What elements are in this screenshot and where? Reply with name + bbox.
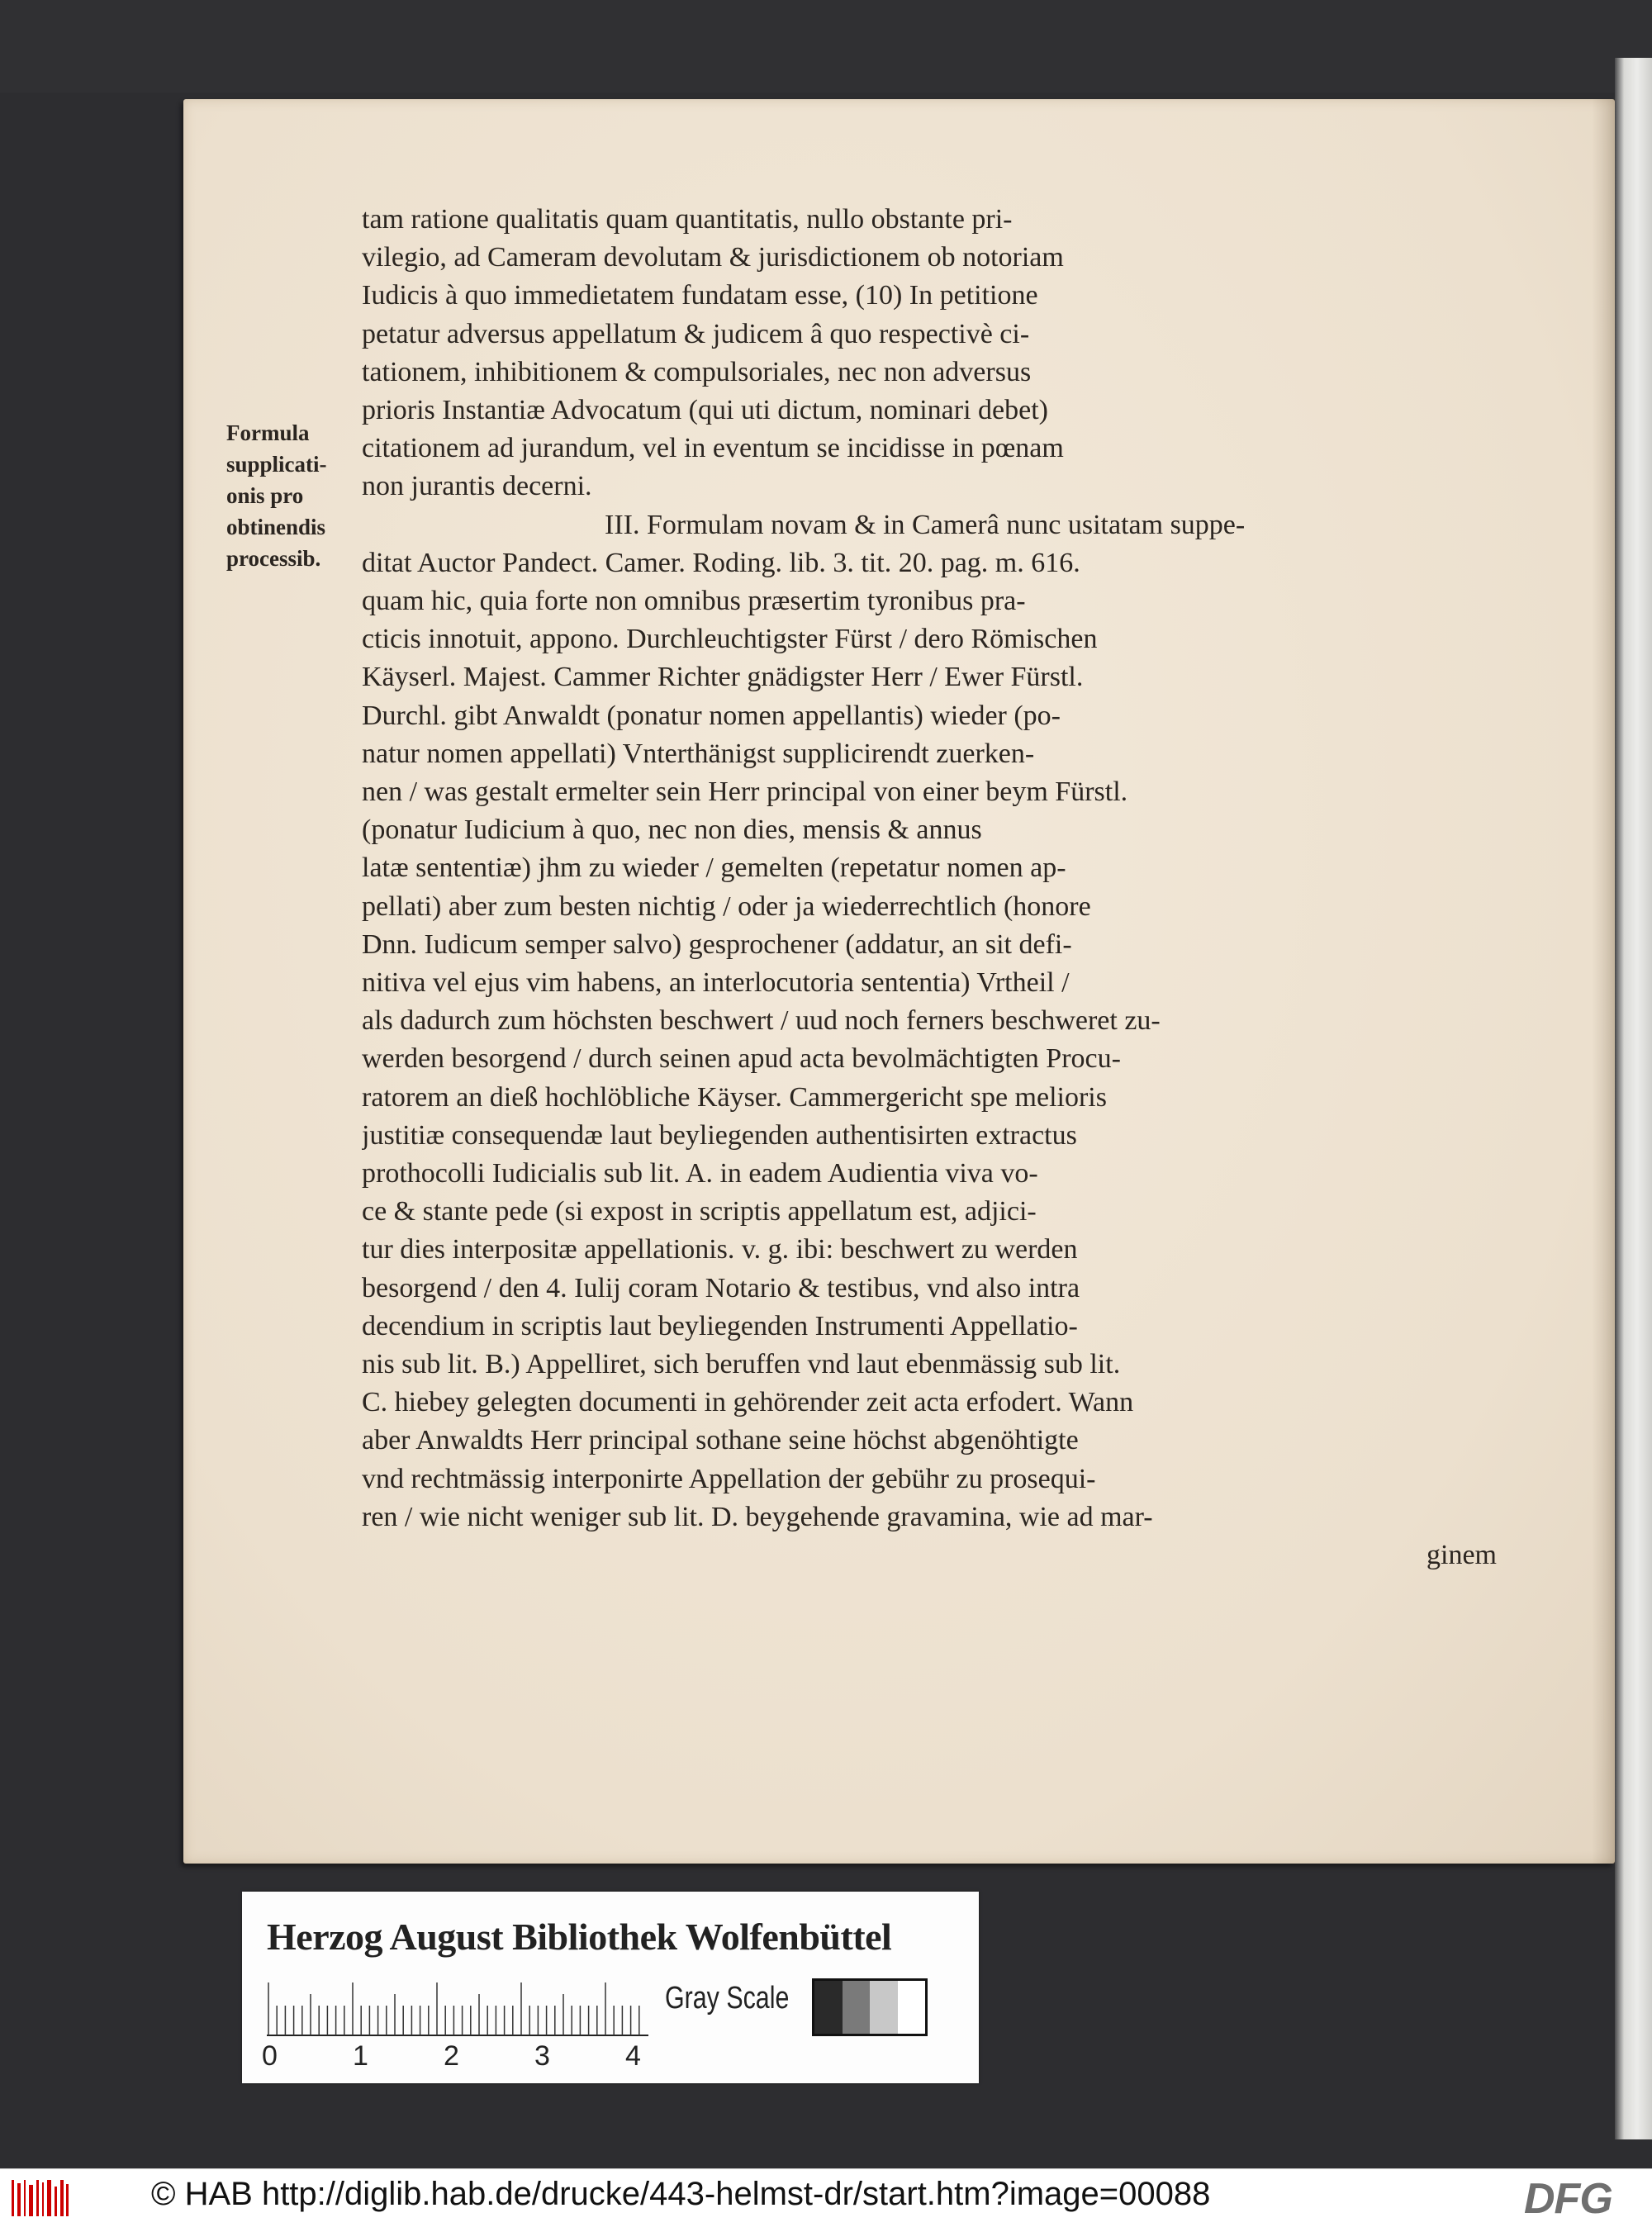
library-color-card xyxy=(242,1892,979,2083)
margin-note-line: Formula xyxy=(226,420,310,445)
ruler-number: 2 xyxy=(444,2040,459,2072)
gray-scale-label: Gray Scale xyxy=(665,1981,790,2016)
margin-note-line: processib. xyxy=(226,546,321,571)
margin-note-line: supplicati- xyxy=(226,452,327,477)
text-line: quam hic, quia forte non omnibus præsertim tyronibus pra- xyxy=(362,586,1026,616)
text-line: cticis innotuit, appono. Durchleuchtigster Fürst / dero Römischen xyxy=(362,624,1098,655)
margin-note xyxy=(226,417,358,574)
backdrop-board xyxy=(0,0,1652,93)
text-line: tationem, inhibitionem & compulsoriales, nec non adversus xyxy=(362,356,1032,387)
ruler-number: 4 xyxy=(625,2040,641,2072)
barcode-icon xyxy=(12,2180,69,2216)
text-line: nitiva vel ejus vim habens, an interlocutoria sententia) Vrtheil / xyxy=(362,967,1070,998)
text-line: non jurantis decerni. xyxy=(362,471,592,502)
text-line: ce & stante pede (si expost in scriptis appellatum est, adjici- xyxy=(362,1196,1037,1227)
text-line: tur dies interpositæ appellationis. v. g. ibi: beschwert zu werden xyxy=(362,1234,1078,1265)
text-line: Käyserl. Majest. Cammer Richter gnädigster Herr / Ewer Fürstl. xyxy=(362,662,1084,693)
gray-swatch xyxy=(843,1981,871,2034)
text-line: (ponatur Iudicium à quo, nec non dies, mensis & annus xyxy=(362,814,982,846)
text-line: pellati) aber zum besten nichtig / oder ja wiederrechtlich (honore xyxy=(362,890,1091,922)
text-line: ren / wie nicht weniger sub lit. D. beygehende gravamina, wie ad mar- xyxy=(362,1501,1153,1532)
ruler-number: 3 xyxy=(534,2040,550,2072)
margin-note-line: obtinendis xyxy=(226,515,326,539)
text-line: decendium in scriptis laut beyliegenden Instrumenti Appellatio- xyxy=(362,1310,1078,1341)
text-line: als dadurch zum höchsten beschwert / uud noch ferners beschweret zu- xyxy=(362,1005,1161,1037)
text-line: petatur adversus appellatum & judicem â quo respectivè ci- xyxy=(362,318,1030,349)
text-line: vnd rechtmässig interponirte Appellation der gebühr zu prosequi- xyxy=(362,1463,1096,1494)
margin-note-line: onis pro xyxy=(226,483,304,508)
ruler-number: 1 xyxy=(353,2040,368,2072)
text-line: prothocolli Iudicialis sub lit. A. in eadem Audientia viva vo- xyxy=(362,1158,1038,1189)
text-line: ginem xyxy=(1427,1540,1497,1570)
ruler-number: 0 xyxy=(262,2040,278,2072)
text-line: aber Anwaldts Herr principal sothane seine höchst abgenöhtigte xyxy=(362,1425,1079,1456)
text-line: Durchl. gibt Anwaldt (ponatur nomen appellantis) wieder (po- xyxy=(362,700,1061,731)
text-line: justitiæ consequendæ laut beyliegenden authentisirten extractus xyxy=(362,1119,1077,1151)
text-line: natur nomen appellati) Vnterthänigst supplicirendt zuerken- xyxy=(362,738,1035,769)
adjacent-page-edge xyxy=(1615,58,1652,2139)
footer-bar xyxy=(0,2168,1652,2227)
gray-scale-swatches xyxy=(812,1978,928,2036)
text-line: nen / was gestalt ermelter sein Herr principal von einer beym Fürstl. xyxy=(362,776,1128,807)
text-line: latæ sententiæ) jhm zu wieder / gemelten (repetatur nomen ap- xyxy=(362,852,1066,884)
library-title: Herzog August Bibliothek Wolfenbüttel xyxy=(267,1916,892,1958)
gutter-shadow xyxy=(1592,99,1615,1864)
text-line: ratorem an dieß hochlöbliche Käyser. Cammergericht spe melioris xyxy=(362,1081,1107,1113)
gray-swatch xyxy=(870,1981,898,2034)
footer-link[interactable]: © HAB http://diglib.hab.de/drucke/443-helmst-dr/start.htm?image=00088 xyxy=(151,2176,1211,2212)
text-line: werden besorgend / durch seinen apud acta bevolmächtigten Procu- xyxy=(362,1043,1121,1075)
text-line: Iudicis à quo immedietatem fundatam esse, (10) In petitione xyxy=(362,280,1038,311)
gray-swatch xyxy=(814,1981,843,2034)
text-line: besorgend / den 4. Iulij coram Notario & testibus, vnd also intra xyxy=(362,1272,1080,1303)
dfg-logo: DFG xyxy=(1524,2175,1612,2223)
text-line: Dnn. Iudicum semper salvo) gesprochener (addatur, an sit defi- xyxy=(362,928,1072,960)
text-line: citationem ad jurandum, vel in eventum se incidisse in pœnam xyxy=(362,433,1064,464)
scale-ruler xyxy=(267,1981,648,2037)
text-line: C. hiebey gelegten documenti in gehörender zeit acta erfodert. Wann xyxy=(362,1387,1134,1418)
text-line: ditat Auctor Pandect. Camer. Roding. lib. 3. tit. 20. pag. m. 616. xyxy=(362,547,1080,578)
text-line: nis sub lit. B.) Appelliret, sich beruffen vnd laut ebenmässig sub lit. xyxy=(362,1349,1121,1379)
gray-swatch xyxy=(898,1981,926,2034)
text-line: tam ratione qualitatis quam quantitatis, nullo obstante pri- xyxy=(362,204,1013,235)
text-line: prioris Instantiæ Advocatum (qui uti dictum, nominari debet) xyxy=(362,395,1048,425)
text-line: vilegio, ad Cameram devolutam & jurisdictionem ob notoriam xyxy=(362,242,1064,273)
text-line: III. Formulam novam & in Camerâ nunc usitatam suppe- xyxy=(605,509,1246,540)
